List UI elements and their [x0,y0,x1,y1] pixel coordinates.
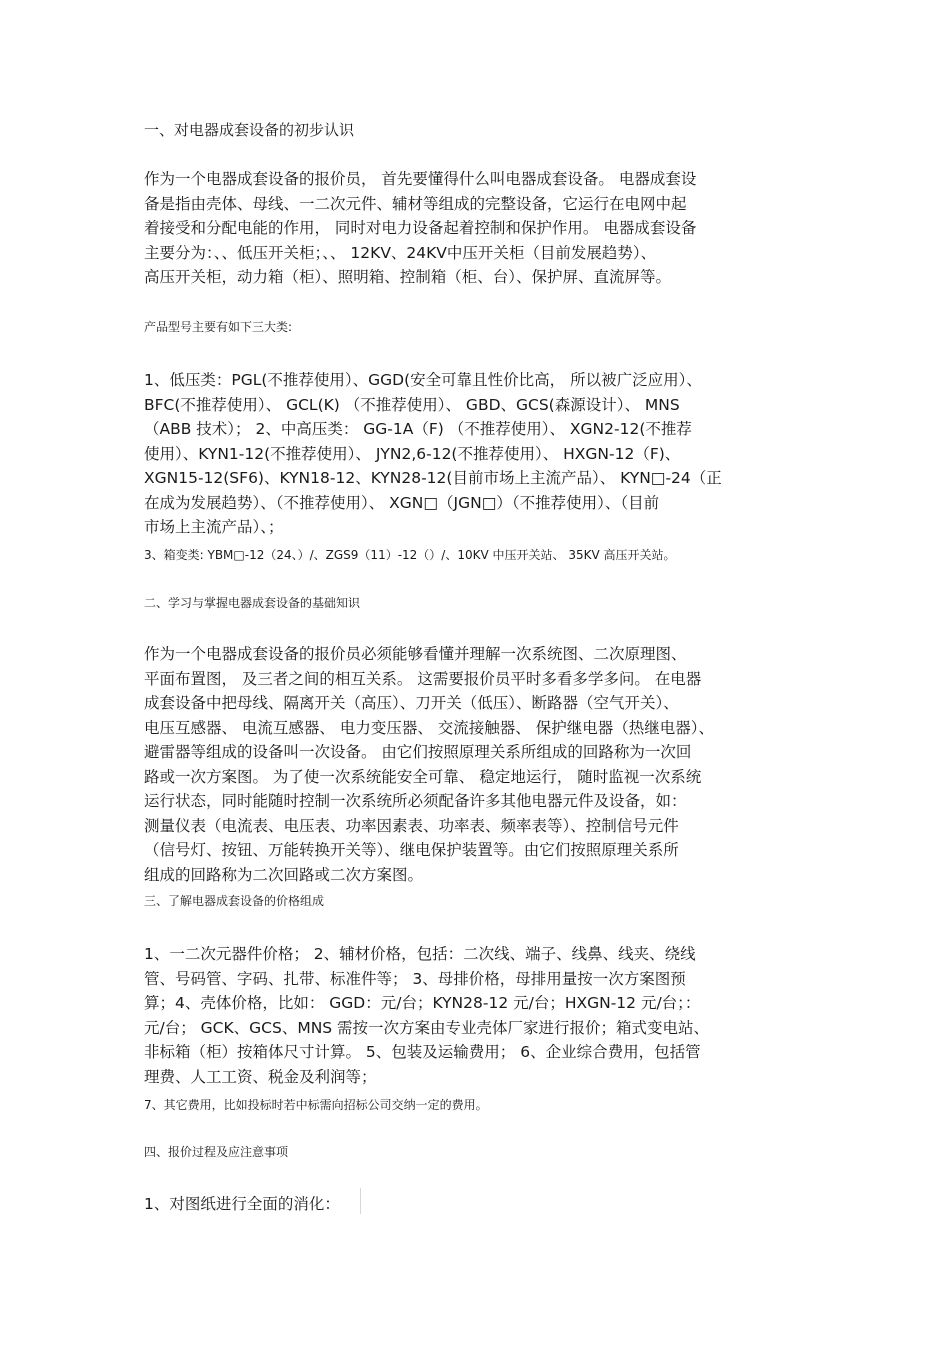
section-3-other-costs: 7、其它费用，比如投标时若中标需向招标公司交纳一定的费用。 [144,1098,488,1112]
paragraph-line: 备是指由壳体、母线、一二次元件、辅材等组成的完整设备，它运行在电网中起 [144,194,687,213]
list-line: 1、低压类：PGL(不推荐使用）、GGD(安全可靠且性价比高， 所以被广泛应用）、 [144,371,702,389]
paragraph-line: 避雷器等组成的设备叫一次设备。 由它们按照原理关系所组成的回路称为一次回 [144,743,692,761]
section-1-box-type-line: 3、箱变类: YBM□-12（24、）/、ZGS9（11）-12（）/、10KV 中压开关站、 35KV 高压开关站。 [144,548,676,562]
section-4-item-1: 1、对图纸进行全面的消化： [144,1195,340,1213]
section-3-price-list [144,942,814,1089]
paragraph-line: 电压互感器、 电流互感器、 电力变压器、 交流接触器、 保护继电器（热继电器）、 [144,718,714,737]
paragraph-line: 着接受和分配电能的作用， 同时对电力设备起着控制和保护作用。 电器成套设备 [144,219,697,237]
paragraph-line: 作为一个电器成套设备的报价员必须能够看懂并理解一次系统图、二次原理图、 [144,645,687,663]
section-1-product-list [144,368,814,540]
paragraph-line: 平面布置图， 及三者之间的相互关系。 这需要报价员平时多看多学多问。 在电器 [144,669,702,688]
list-line: 市场上主流产品）、； [144,518,284,536]
section-2-paragraph [144,642,814,887]
list-line: 理费、人工工资、税金及利润等； [144,1067,377,1086]
list-line: （ABB 技术）； 2、中高压类： GG-1A（F) （不推荐使用）、 XGN2-12(不推荐 [144,420,692,438]
list-line: 1、一二次元器件价格； 2、辅材价格，包括：二次线、端子、线鼻、线夹、绕线 [144,945,696,963]
list-line: 非标箱（柜）按箱体尺寸计算。 5、包装及运输费用； 6、企业综合费用，包括管 [144,1043,701,1061]
list-line: 管、号码管、字码、扎带、标准件等； 3、母排价格，母排用量按一次方案图预 [144,969,686,988]
paragraph-line: 运行状态，同时能随时控制一次系统所必须配备许多其他电器元件及设备，如： [144,792,687,810]
list-line: BFC(不推荐使用）、 GCL(K) （不推荐使用）、 GBD、GCS(森源设计）、 MNS [144,395,680,414]
list-line: 元/台； GCK、GCS、MNS 需按一次方案由专业壳体厂家进行报价；箱式变电站、 [144,1018,710,1037]
list-line: 使用）、KYN1-12(不推荐使用）、 JYN2,6-12(不推荐使用）、 HXGN-12（F)、 [144,444,681,463]
paragraph-line: 测量仪表（电流表、电压表、功率因素表、功率表、频率表等）、控制信号元件 [144,816,679,835]
text-cursor-divider [360,1188,361,1214]
list-line: 在成为发展趋势）、（不推荐使用）、 XGN□（JGN□）（不推荐使用）、（目前 [144,493,660,512]
paragraph-line: 高压开关柜，动力箱（柜）、照明箱、控制箱（柜、台）、保护屏、直流屏等。 [144,268,672,286]
paragraph-line: 作为一个电器成套设备的报价员， 首先要懂得什么叫电器成套设备。 电器成套设 [144,170,697,188]
paragraph-line: （信号灯、按钮、万能转换开关等）、继电保护装置等。由它们按照原理关系所 [144,841,679,859]
section-4-heading: 四、报价过程及应注意事项 [144,1145,289,1159]
paragraph-line: 组成的回路称为二次回路或二次方案图。 [144,865,424,884]
section-2-heading: 二、学习与掌握电器成套设备的基础知识 [144,596,361,610]
paragraph-line: 成套设备中把母线、隔离开关（高压）、刀开关（低压）、断路器（空气开关）、 [144,694,679,712]
section-1-subheading: 产品型号主要有如下三大类: [144,320,293,334]
section-1-heading: 一、对电器成套设备的初步认识 [144,121,355,139]
list-line: 算；4、壳体价格，比如： GGD：元/台；KYN28-12 元/台；HXGN-12 元/台；： [144,994,701,1012]
section-3-heading: 三、了解电器成套设备的价格组成 [144,894,325,908]
list-line: XGN15-12(SF6)、KYN18-12、KYN28-12(目前市场上主流产品）、 KYN□-24（正 [144,469,722,487]
paragraph-line: 主要分为：、、低压开关柜；、、 12KV、24KV中压开关柜（目前发展趋势）、 [144,243,657,262]
section-1-paragraph [144,167,814,290]
paragraph-line: 路或一次方案图。 为了使一次系统能安全可靠、 稳定地运行， 随时监视一次系统 [144,767,702,786]
